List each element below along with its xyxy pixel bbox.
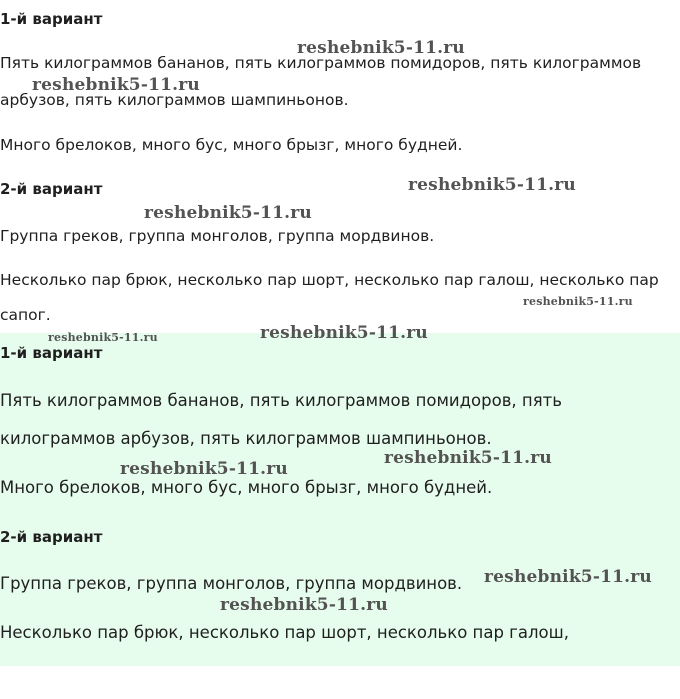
variant-2-text-line-1: Группа греков, группа монголов, группа мордвинов. [0, 227, 435, 245]
variant-1-heading: 1-й вариант [0, 10, 103, 28]
variant-2-text-line-1: Группа греков, группа монголов, группа мордвинов. [0, 574, 463, 593]
watermark: reshebnik5-11.ru [297, 38, 465, 58]
variant-2-heading: 2-й вариант [0, 528, 103, 546]
watermark: reshebnik5-11.ru [220, 595, 388, 615]
answer-section-2 [0, 333, 680, 666]
variant-2-text-line-3: сапог. [0, 306, 51, 324]
watermark: reshebnik5-11.ru [384, 448, 552, 468]
watermark: reshebnik5-11.ru [120, 459, 288, 479]
variant-2-text-line-2: Несколько пар брюк, несколько пар шорт, несколько пар галош, [0, 623, 569, 642]
variant-2-text-line-2: Несколько пар брюк, несколько пар шорт, несколько пар галош, несколько пар [0, 271, 659, 289]
watermark: reshebnik5-11.ru [484, 567, 652, 587]
variant-2-heading: 2-й вариант [0, 180, 103, 198]
variant-1-heading: 1-й вариант [0, 344, 103, 362]
watermark: reshebnik5-11.ru [408, 175, 576, 195]
watermark: reshebnik5-11.ru [144, 203, 312, 223]
watermark: reshebnik5-11.ru [260, 323, 428, 343]
variant-1-text-line-2: арбузов, пять килограммов шампиньонов. [0, 91, 349, 109]
variant-1-text-line-3: Много брелоков, много бус, много брызг, много будней. [0, 478, 493, 497]
watermark: reshebnik5-11.ru [523, 295, 633, 308]
watermark: reshebnik5-11.ru [48, 331, 158, 344]
variant-1-text-line-2: килограммов арбузов, пять килограммов шампиньонов. [0, 429, 492, 448]
variant-1-text-line-1: Пять килограммов бананов, пять килограммов помидоров, пять килограммов [0, 54, 642, 72]
variant-1-text-line-3: Много брелоков, много бус, много брызг, много будней. [0, 136, 463, 154]
watermark: reshebnik5-11.ru [32, 75, 200, 95]
variant-1-text-line-1: Пять килограммов бананов, пять килограммов помидоров, пять [0, 391, 562, 410]
